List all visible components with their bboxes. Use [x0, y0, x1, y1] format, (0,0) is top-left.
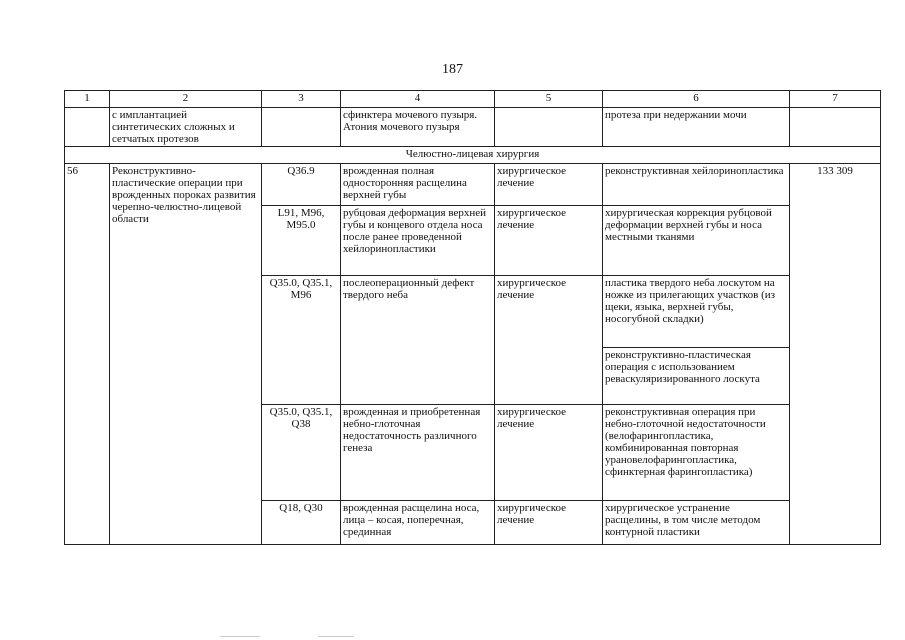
cell-diagnosis: послеоперационный дефект твердого неба — [341, 276, 495, 405]
page-number: 187 — [442, 62, 463, 77]
cell-method: реконструктивная хейлоринопластика — [603, 164, 790, 206]
cell-number — [65, 108, 110, 147]
cell-name: с имплантацией синтетических сложных и сетчатых протезов — [110, 108, 262, 147]
cell-treatment: хирургическое лечение — [495, 405, 603, 501]
scan-mark — [220, 636, 260, 637]
continuation-row — [65, 108, 881, 147]
header-cell: 5 — [495, 91, 603, 108]
cell-method: хирургическое устранение расщелины, в том числе методом контурной пластики — [603, 501, 790, 545]
cell-number: 56 — [65, 164, 110, 545]
scan-mark — [318, 636, 354, 637]
header-cell: 2 — [110, 91, 262, 108]
header-cell: 3 — [262, 91, 341, 108]
cell-name: Реконструктивно-пластические операции при врожденных пороках развития черепно-челюстно-лицевой области — [110, 164, 262, 545]
cell-diagnosis: сфинктера мочевого пузыря. Атония мочевого пузыря — [341, 108, 495, 147]
cell-cost — [790, 108, 881, 147]
cell-code: Q18, Q30 — [262, 501, 341, 545]
cell-code: Q35.0, Q35.1, M96 — [262, 276, 341, 405]
header-cell: 1 — [65, 91, 110, 108]
section-title: Челюстно-лицевая хирургия — [65, 147, 881, 164]
section-row — [65, 147, 881, 164]
cell-method: реконструктивная операция при небно-глоточной недостаточности (велофарингопластика, комбинированная повторная урановелофарингопластика, сфинктерная фарингопластика) — [603, 405, 790, 501]
header-cell: 7 — [790, 91, 881, 108]
cell-diagnosis: врожденная полная односторонняя расщелина верхней губы — [341, 164, 495, 206]
cell-code: Q35.0, Q35.1, Q38 — [262, 405, 341, 501]
cell-method: протеза при недержании мочи — [603, 108, 790, 147]
cell-treatment: хирургическое лечение — [495, 206, 603, 276]
cell-treatment: хирургическое лечение — [495, 164, 603, 206]
cell-code: L91, M96, M95.0 — [262, 206, 341, 276]
header-cell: 4 — [341, 91, 495, 108]
header-cell: 6 — [603, 91, 790, 108]
cell-method: реконструктивно-пластическая операция с использованием реваскуляризированного лоскута — [603, 348, 790, 405]
cell-diagnosis: врожденная расщелина носа, лица – косая, поперечная, срединная — [341, 501, 495, 545]
cell-method: пластика твердого неба лоскутом на ножке из прилегающих участков (из щеки, языка, верхней губы, носогубной складки) — [603, 276, 790, 348]
cell-cost: 133 309 — [790, 164, 881, 545]
table-row — [65, 164, 881, 206]
cell-diagnosis: рубцовая деформация верхней губы и концевого отдела носа после ранее проведенной хейлоринопластики — [341, 206, 495, 276]
cell-treatment: хирургическое лечение — [495, 276, 603, 405]
services-table — [64, 90, 881, 545]
header-row — [65, 91, 881, 108]
cell-code: Q36.9 — [262, 164, 341, 206]
cell-code — [262, 108, 341, 147]
cell-diagnosis: врожденная и приобретенная небно-глоточная недостаточность различного генеза — [341, 405, 495, 501]
cell-treatment — [495, 108, 603, 147]
cell-method: хирургическая коррекция рубцовой деформации верхней губы и носа местными тканями — [603, 206, 790, 276]
cell-treatment: хирургическое лечение — [495, 501, 603, 545]
